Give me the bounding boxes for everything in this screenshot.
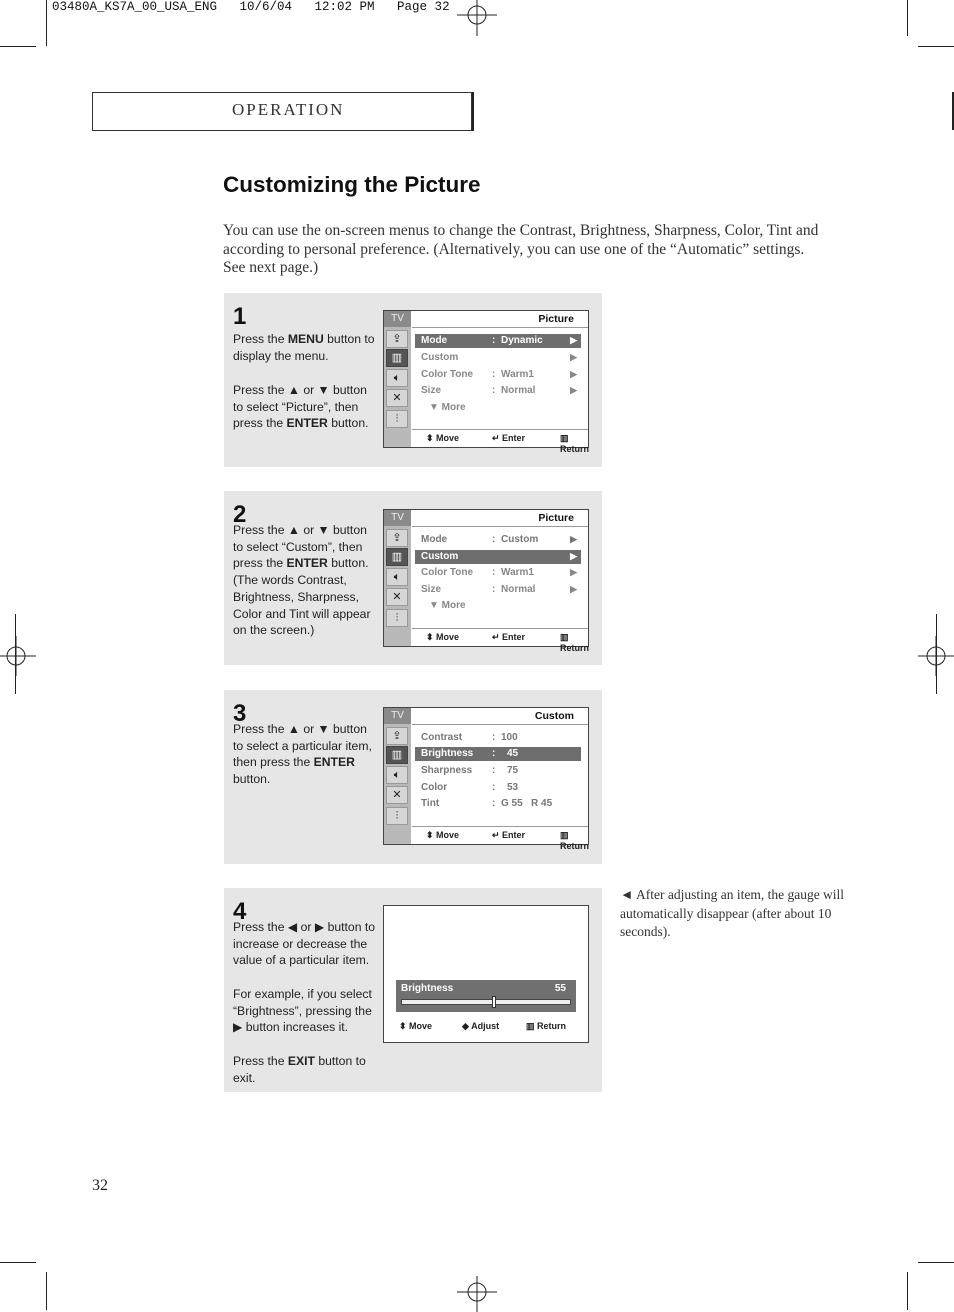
menu-row-tint[interactable]: Tint : G 55 R 45 bbox=[421, 798, 553, 809]
enter-hint: ↵ Enter bbox=[492, 632, 526, 642]
step-number: 3 bbox=[233, 700, 247, 727]
adjust-hint: ◆ Adjust bbox=[462, 1021, 500, 1031]
crop-mark bbox=[46, 1272, 47, 1310]
side-note: ◄ After adjusting an item, the gauge will automatically disappear (after about 10 seconds). bbox=[620, 887, 845, 939]
step-4-text-c: Press the EXIT button to exit. bbox=[233, 1054, 366, 1085]
gauge-box bbox=[396, 980, 576, 1012]
step-4-text-b: For example, if you select “Brightness”, pressing the ▶ button increases it. bbox=[233, 987, 372, 1035]
channel-icon[interactable]: ✕ bbox=[386, 588, 408, 606]
move-hint: ⬍ Move bbox=[426, 433, 460, 443]
page-number: 32 bbox=[92, 1177, 108, 1194]
registration-mark-top bbox=[457, 0, 497, 40]
osd-footer bbox=[412, 628, 589, 653]
print-slug: 03480A_KS7A_00_USA_ENG 10/6/04 12:02 PM Page 32 bbox=[52, 0, 450, 14]
gauge-value: 55 bbox=[554, 983, 566, 994]
osd-footer bbox=[396, 1017, 576, 1035]
gauge-track[interactable] bbox=[401, 999, 571, 1005]
menu-row-contrast[interactable]: Contrast : 100 bbox=[421, 732, 518, 743]
step-4-text-a: Press the ◀ or ▶ button to increase or decrease the value of a particular item. bbox=[233, 920, 376, 968]
osd-screen bbox=[383, 707, 589, 851]
step-4-panel bbox=[224, 888, 602, 1092]
gauge-label: Brightness bbox=[401, 983, 454, 994]
tv-label: TV bbox=[384, 708, 411, 724]
move-hint: ⬍ Move bbox=[426, 830, 460, 840]
crop-mark bbox=[15, 614, 16, 694]
osd-screen bbox=[383, 905, 589, 1043]
crop-mark bbox=[918, 1262, 954, 1263]
more-item[interactable]: ▼ More bbox=[429, 402, 466, 413]
registration-mark-right bbox=[914, 636, 954, 676]
step-2-text: Press the ▲ or ▼ button to select “Custom”, then press the ENTER button. (The words Contrast, Brightness, Sharpness, Color and Tint will appear on the screen.) bbox=[233, 523, 371, 638]
enter-hint: ↵ Enter bbox=[492, 433, 526, 443]
setup-icon[interactable]: ⫶ bbox=[386, 807, 408, 825]
return-hint: ▥ Return bbox=[560, 632, 589, 653]
return-hint: ▥ Return bbox=[526, 1021, 567, 1031]
menu-row-custom[interactable]: Custom ▶ bbox=[421, 352, 577, 363]
input-icon[interactable]: ⇪ bbox=[386, 727, 408, 745]
page-title: Customizing the Picture bbox=[223, 172, 481, 197]
tv-label: TV bbox=[384, 311, 411, 327]
osd-footer bbox=[412, 826, 589, 851]
channel-icon[interactable]: ✕ bbox=[386, 786, 408, 804]
registration-mark-left bbox=[0, 636, 40, 676]
menu-row-color-tone[interactable]: Color Tone : Warm1 ▶ bbox=[421, 369, 577, 380]
step-1-text-b: Press the ▲ or ▼ button to select “Picture”, then press the ENTER button. bbox=[233, 383, 369, 431]
enter-hint: ↵ Enter bbox=[492, 830, 526, 840]
osd-title: Picture bbox=[538, 313, 574, 325]
setup-icon[interactable]: ⫶ bbox=[386, 410, 408, 428]
picture-icon[interactable]: ▥ bbox=[386, 746, 408, 764]
move-hint: ⬍ Move bbox=[399, 1021, 433, 1031]
osd-title: Custom bbox=[534, 710, 574, 722]
osd-sidebar bbox=[384, 510, 411, 646]
menu-row-mode[interactable]: Mode : Dynamic ▶ bbox=[415, 334, 581, 348]
return-hint: ▥ Return bbox=[560, 433, 589, 454]
sound-icon[interactable]: 🔈︎ bbox=[386, 766, 408, 784]
menu-row-sharpness[interactable]: Sharpness : 75 bbox=[421, 765, 519, 776]
crop-mark bbox=[918, 46, 954, 47]
gauge-thumb[interactable] bbox=[492, 996, 496, 1008]
menu-row-color[interactable]: Color : 53 bbox=[421, 782, 519, 793]
registration-mark-bottom bbox=[457, 1272, 497, 1312]
tv-label: TV bbox=[384, 510, 411, 526]
step-number: 2 bbox=[233, 501, 247, 528]
step-number: 1 bbox=[233, 303, 247, 330]
osd-divider bbox=[412, 327, 588, 328]
picture-icon[interactable]: ▥ bbox=[386, 548, 408, 566]
sound-icon[interactable]: 🔈︎ bbox=[386, 568, 408, 586]
intro-paragraph: You can use the on-screen menus to change the Contrast, Brightness, Sharpness, Color, Tint and according to personal preference. (Alternatively, you can use one of the “Automatic” settings. See next page.) bbox=[223, 222, 819, 276]
crop-mark bbox=[936, 614, 937, 694]
crop-mark bbox=[907, 0, 908, 36]
crop-mark bbox=[907, 1272, 908, 1310]
step-1-panel bbox=[224, 293, 602, 467]
osd-sidebar bbox=[384, 311, 411, 447]
section-header-bar bbox=[472, 92, 474, 131]
osd-title: Picture bbox=[538, 512, 574, 524]
osd-sidebar bbox=[384, 708, 411, 844]
step-3-panel bbox=[224, 690, 602, 864]
more-item[interactable]: ▼ More bbox=[429, 600, 466, 611]
return-hint: ▥ Return bbox=[560, 830, 589, 851]
osd-divider bbox=[412, 724, 588, 725]
channel-icon[interactable]: ✕ bbox=[386, 389, 408, 407]
picture-icon[interactable]: ▥ bbox=[386, 349, 408, 367]
crop-mark bbox=[0, 1262, 36, 1263]
input-icon[interactable]: ⇪ bbox=[386, 529, 408, 547]
menu-row-color-tone[interactable]: Color Tone : Warm1 ▶ bbox=[421, 567, 577, 578]
input-icon[interactable]: ⇪ bbox=[386, 330, 408, 348]
menu-row-mode[interactable]: Mode : Custom ▶ bbox=[421, 534, 577, 545]
step-2-panel bbox=[224, 491, 602, 665]
move-hint: ⬍ Move bbox=[426, 632, 460, 642]
osd-divider bbox=[412, 526, 588, 527]
osd-screen bbox=[383, 310, 589, 454]
menu-row-size[interactable]: Size : Normal ▶ bbox=[421, 385, 577, 396]
crop-mark bbox=[0, 46, 36, 47]
menu-row-size[interactable]: Size : Normal ▶ bbox=[421, 584, 577, 595]
menu-row-custom[interactable]: Custom ▶ bbox=[415, 550, 581, 564]
sound-icon[interactable]: 🔈︎ bbox=[386, 369, 408, 387]
setup-icon[interactable]: ⫶ bbox=[386, 609, 408, 627]
menu-row-brightness[interactable]: Brightness : 45 bbox=[415, 747, 581, 761]
step-number: 4 bbox=[233, 898, 247, 925]
step-3-text: Press the ▲ or ▼ button to select a particular item, then press the ENTER button. bbox=[233, 722, 372, 787]
step-1-text-a: Press the MENU button to display the menu. bbox=[233, 332, 375, 363]
crop-mark bbox=[46, 0, 47, 46]
section-label: OPERATION bbox=[232, 100, 345, 119]
osd-footer bbox=[412, 429, 589, 454]
osd-screen bbox=[383, 509, 589, 653]
